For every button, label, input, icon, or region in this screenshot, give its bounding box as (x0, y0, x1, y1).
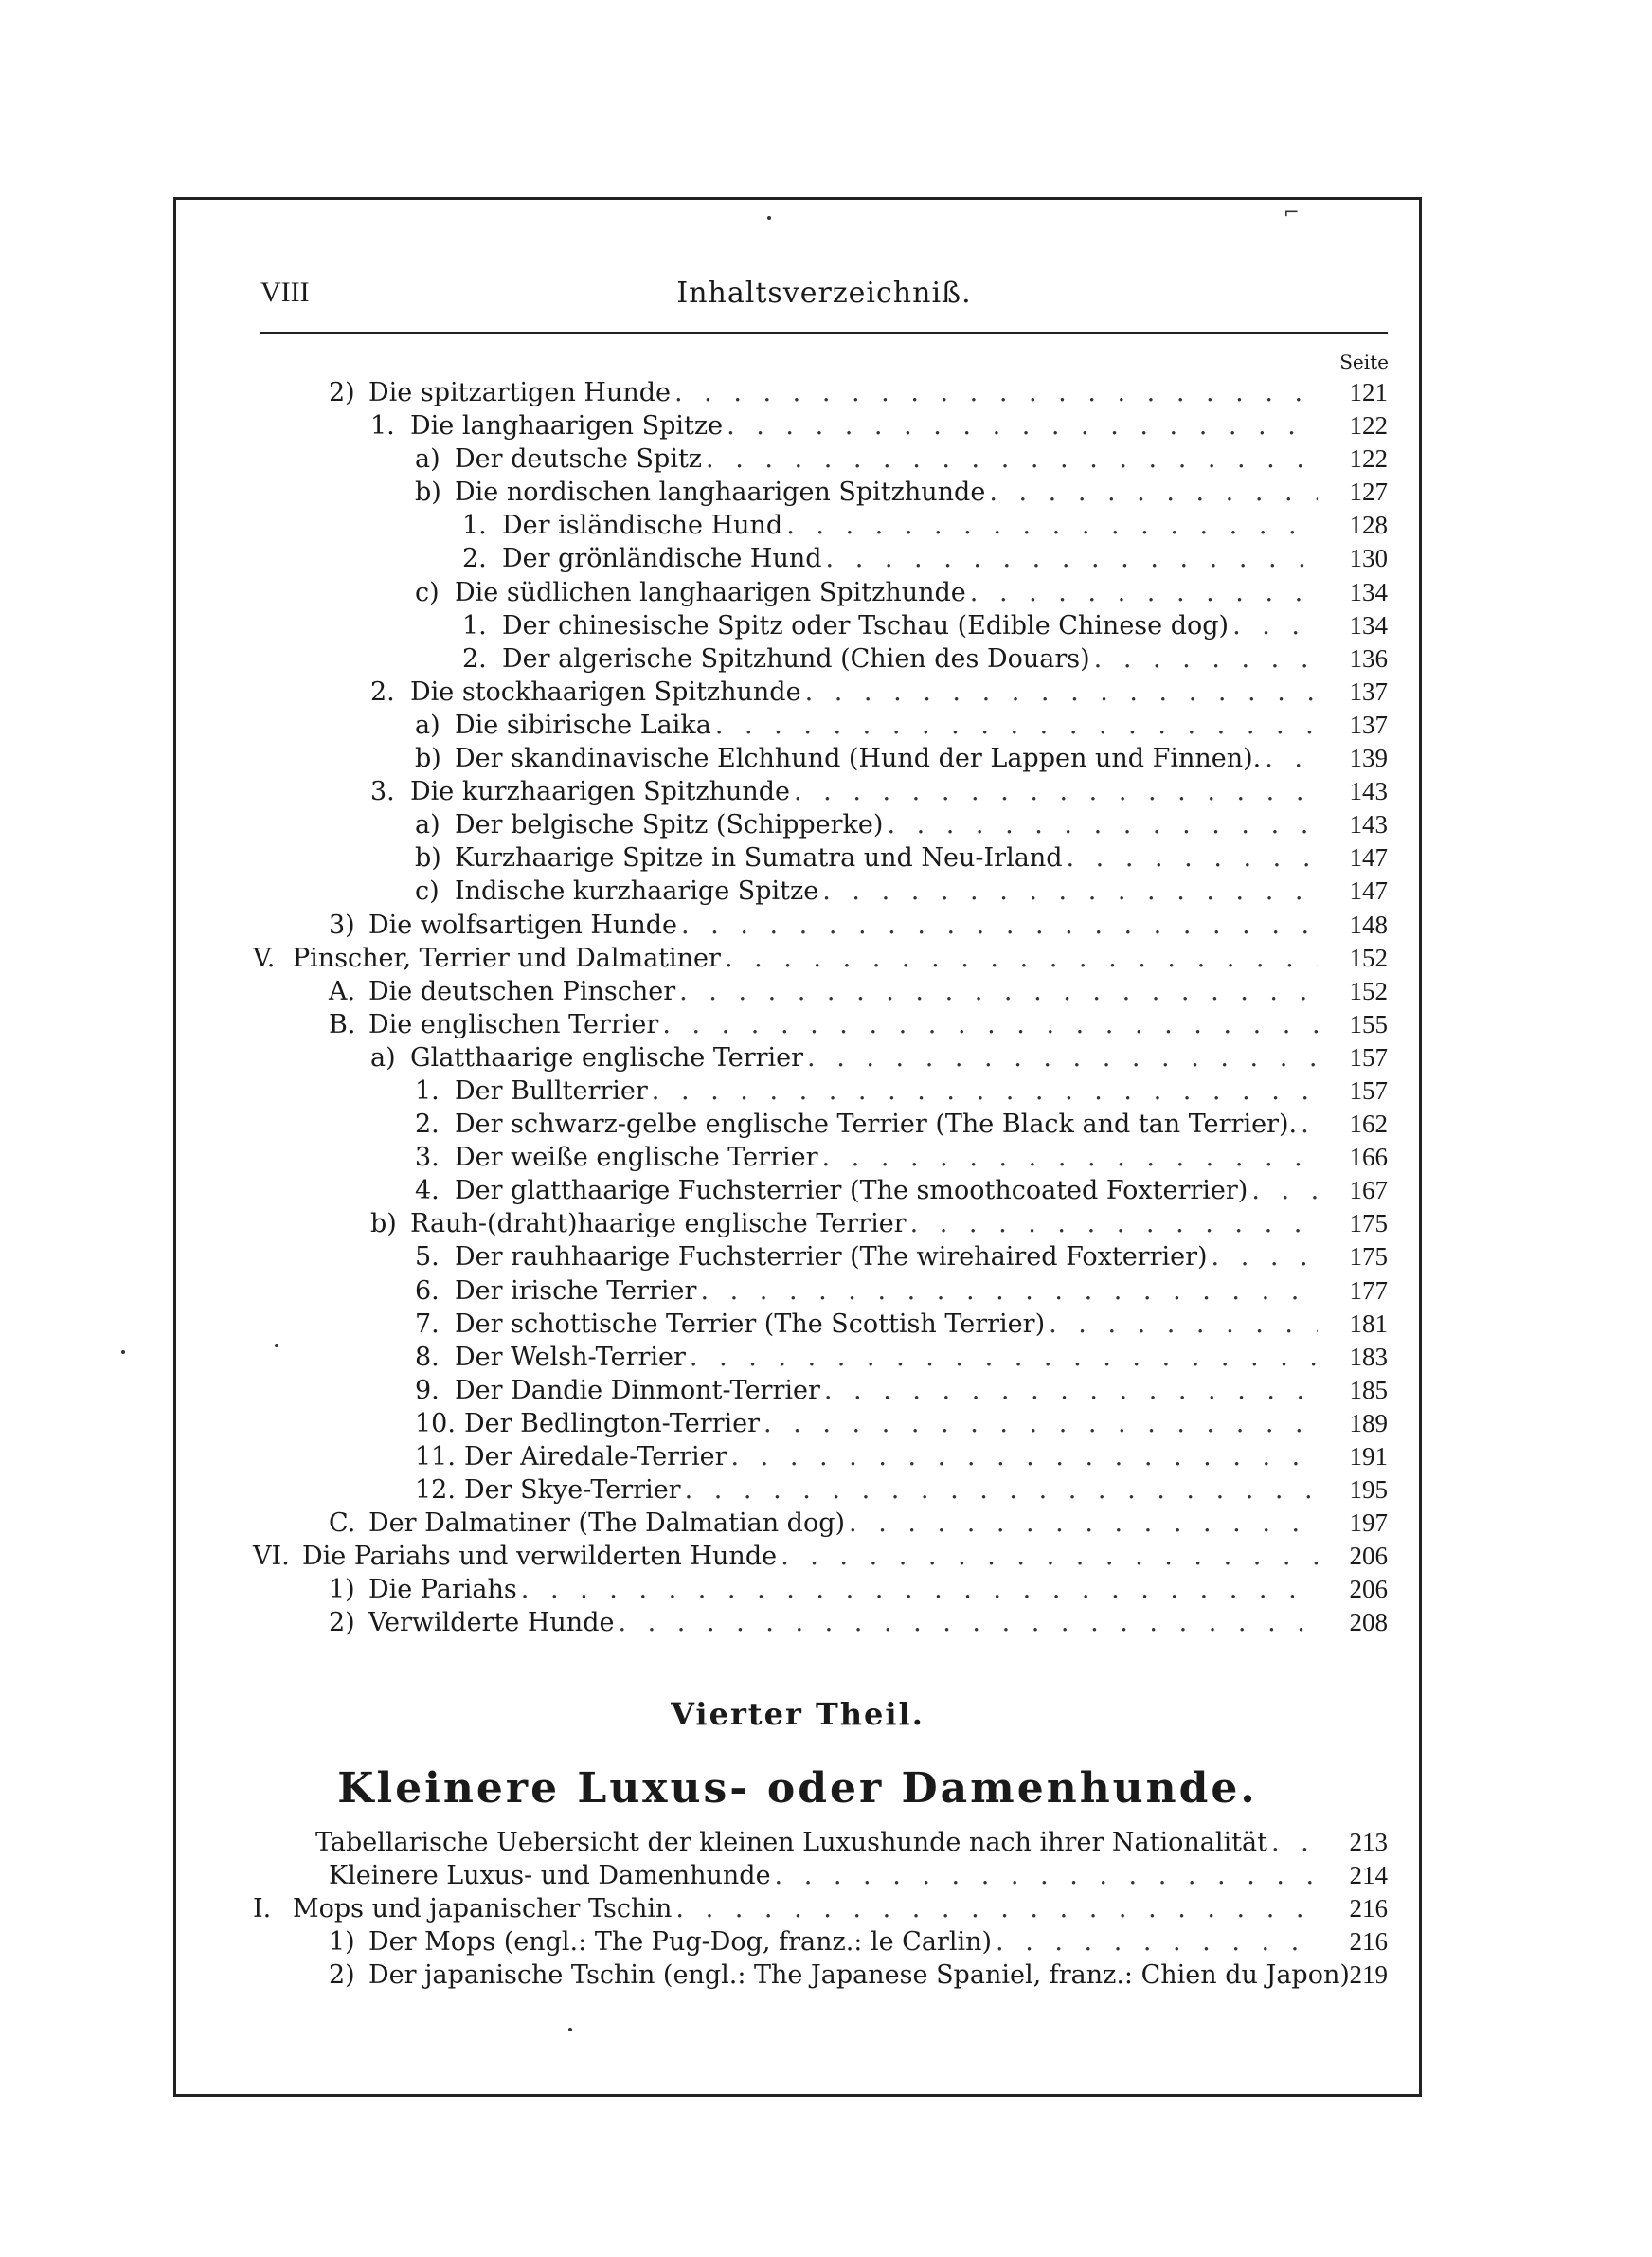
entry-number: 1) (329, 1575, 355, 1605)
entry-title: Glatthaarige englische Terrier (410, 1042, 804, 1073)
entry-title: Der Skye-Terrier (464, 1475, 681, 1506)
table-of-contents (253, 376, 1388, 1640)
toc-entry (260, 1859, 1388, 1892)
entry-title: Die stockhaarigen Spitzhunde (410, 677, 801, 707)
entry-number: 3. (370, 777, 395, 807)
entry-number: 8. (415, 1342, 440, 1372)
entry-number: 6. (415, 1275, 440, 1306)
toc-entry (260, 609, 1388, 642)
entry-title: Der skandinavische Elchhund (Hund der Lappen und Finnen). (455, 744, 1262, 774)
dot-leader (989, 476, 1318, 509)
dot-leader (731, 1440, 1318, 1473)
dot-leader (805, 676, 1318, 709)
toc-entry (260, 1573, 1388, 1606)
toc-entry (260, 542, 1388, 575)
entry-number: V. (253, 943, 276, 973)
entry-page: 177 (1349, 1275, 1388, 1305)
toc-entry (260, 841, 1388, 875)
entry-page: 155 (1349, 1009, 1388, 1038)
entry-title: Rauh-(draht)haarige englische Terrier (410, 1209, 907, 1239)
entry-number: 2) (329, 378, 355, 407)
entry-page: 183 (1349, 1342, 1388, 1371)
dot-leader (996, 1925, 1318, 1959)
entry-page: 128 (1349, 511, 1388, 540)
dot-leader (706, 442, 1318, 476)
toc-entry (260, 1826, 1388, 1859)
entry-title: Der deutsche Spitz (455, 444, 703, 475)
entry-page: 152 (1349, 943, 1388, 972)
entry-number: b) (415, 744, 441, 774)
dot-leader (700, 1274, 1318, 1308)
entry-title: Indische kurzhaarige Spitze (455, 876, 819, 907)
entry-title: Die südlichen langhaarigen Spitzhunde (455, 577, 966, 607)
dot-leader (970, 576, 1318, 609)
entry-page: 214 (1349, 1861, 1388, 1890)
toc-entry (253, 1892, 1388, 1925)
entry-title: Der Dalmatiner (The Dalmatian dog) (368, 1508, 846, 1539)
dot-leader (675, 1892, 1318, 1925)
dot-leader (690, 1341, 1318, 1374)
dot-leader (662, 1008, 1318, 1041)
dot-leader (822, 875, 1318, 908)
toc-entry (260, 1959, 1388, 1992)
entry-number: 4. (415, 1176, 440, 1206)
entry-number: 3. (415, 1143, 440, 1173)
dot-leader (727, 409, 1318, 442)
entry-title: Tabellarische Uebersicht der kleinen Luxushunde nach ihrer Nationalität (315, 1828, 1267, 1857)
entry-title: Der Mops (engl.: The Pug-Dog, franz.: le Carlin) (368, 1927, 993, 1958)
entry-title: Die kurzhaarigen Spitzhunde (410, 777, 791, 807)
entry-page: 162 (1349, 1110, 1388, 1139)
toc-entry (260, 1274, 1388, 1308)
entry-page: 147 (1349, 876, 1388, 906)
page-title: Inhaltsverzeichniß. (676, 277, 972, 310)
toc-entry (253, 1540, 1388, 1573)
entry-page: 137 (1349, 710, 1388, 739)
entry-title: Der grönländische Hund (502, 544, 822, 574)
entry-number: C. (329, 1508, 356, 1539)
entry-title: Der belgische Spitz (Schipperke) (455, 810, 884, 840)
toc-entry (260, 909, 1388, 942)
dot-leader (763, 1407, 1318, 1440)
entry-page: 136 (1349, 643, 1388, 673)
toc-entry (260, 1440, 1388, 1473)
dot-leader (910, 1207, 1318, 1240)
toc-entry (260, 1141, 1388, 1174)
toc-entry (260, 1008, 1388, 1041)
dot-leader (794, 775, 1318, 808)
dot-leader (775, 1859, 1318, 1892)
entry-number: 2) (329, 1608, 355, 1638)
print-mark: ⌐ (1284, 201, 1300, 224)
toc-entry (260, 442, 1388, 476)
dot-leader (849, 1507, 1318, 1540)
dot-leader (826, 542, 1318, 575)
entry-page: 195 (1349, 1475, 1388, 1505)
entry-number: a) (370, 1042, 396, 1073)
entry-number: 12. (415, 1475, 456, 1506)
entry-title: Die langhaarigen Spitze (410, 411, 724, 442)
entry-title: Der schottische Terrier (The Scottish Terrier) (455, 1309, 1046, 1339)
entry-title: Die wolfsartigen Hunde (368, 910, 678, 940)
entry-page: 197 (1349, 1508, 1388, 1538)
toc-entry (260, 1473, 1388, 1507)
dot-leader (685, 1473, 1318, 1507)
entry-page: 208 (1349, 1608, 1388, 1637)
entry-title: Die englischen Terrier (368, 1009, 659, 1039)
entry-number: 5. (415, 1242, 440, 1273)
toc-entry (260, 709, 1388, 742)
entry-number: 1. (462, 610, 487, 641)
entry-title: Kurzhaarige Spitze in Sumatra und Neu-Irland (455, 843, 1063, 874)
entry-page: 137 (1349, 677, 1388, 706)
print-speck (767, 216, 771, 220)
entry-title: Der japanische Tschin (engl.: The Japanese Spaniel, franz.: Chien du Japon) (368, 1960, 1350, 1991)
dot-leader (1049, 1308, 1318, 1341)
toc-entry (260, 742, 1388, 775)
entry-page: 147 (1349, 843, 1388, 873)
entry-title: Die sibirische Laika (455, 710, 711, 740)
entry-number: I. (253, 1894, 272, 1924)
entry-number: 1) (329, 1927, 355, 1958)
entry-title: Der Welsh-Terrier (455, 1342, 686, 1372)
header-rule (260, 332, 1388, 334)
dot-leader (715, 709, 1318, 742)
entry-page: 216 (1349, 1927, 1388, 1957)
entry-title: Der schwarz-gelbe englische Terrier (The Black and tan Terrier). (455, 1110, 1298, 1140)
entry-title: Pinscher, Terrier und Dalmatiner (293, 943, 721, 973)
entry-page: 122 (1349, 444, 1388, 474)
entry-title: Kleinere Luxus- und Damenhunde (329, 1861, 771, 1891)
toc-entry (260, 509, 1388, 542)
entry-number: c) (415, 876, 440, 907)
toc-entry (260, 1207, 1388, 1240)
entry-page: 134 (1349, 610, 1388, 640)
entry-number: 1. (415, 1075, 440, 1106)
toc-entry (260, 775, 1388, 808)
toc-entry (260, 1407, 1388, 1440)
toc-entry (260, 1174, 1388, 1207)
entry-title: Der isländische Hund (502, 511, 783, 541)
entry-title: Der algerische Spitzhund (Chien des Douars) (502, 643, 1090, 674)
entry-title: Der chinesische Spitz oder Tschau (Edible Chinese dog) (502, 610, 1230, 641)
entry-title: Der Bedlington-Terrier (464, 1408, 761, 1438)
entry-number: b) (370, 1209, 397, 1239)
entry-page: 157 (1349, 1075, 1388, 1105)
table-of-contents-part4 (253, 1826, 1388, 1992)
entry-number: 2. (370, 677, 395, 707)
entry-page: 127 (1349, 478, 1388, 507)
toc-entry (260, 808, 1388, 841)
toc-entry (260, 1074, 1388, 1108)
dot-leader (781, 1540, 1318, 1573)
toc-entry (260, 1108, 1388, 1141)
toc-entry (260, 376, 1388, 409)
dot-leader (807, 1041, 1318, 1074)
entry-page: 167 (1349, 1176, 1388, 1205)
dot-leader (681, 909, 1318, 942)
entry-page: 143 (1349, 777, 1388, 806)
entry-page: 152 (1349, 976, 1388, 1005)
entry-title: Verwilderte Hunde (368, 1608, 615, 1638)
toc-entry (260, 1308, 1388, 1341)
dot-leader (1232, 609, 1318, 642)
entry-title: Die spitzartigen Hunde (368, 378, 672, 407)
entry-number: 9. (415, 1375, 440, 1405)
entry-number: b) (415, 478, 441, 508)
entry-title: Mops und japanischer Tschin (293, 1894, 673, 1924)
entry-page: 157 (1349, 1042, 1388, 1072)
page-number: VIII (260, 277, 310, 308)
entry-number: 10. (415, 1408, 456, 1438)
entry-title: Die deutschen Pinscher (368, 976, 676, 1006)
toc-entry (260, 1341, 1388, 1374)
toc-entry (253, 942, 1388, 975)
toc-entry (260, 1606, 1388, 1639)
toc-entry (260, 576, 1388, 609)
dot-leader (679, 975, 1318, 1008)
dot-leader (652, 1074, 1318, 1108)
entry-number: 1. (370, 411, 395, 442)
entry-page: 206 (1349, 1575, 1388, 1604)
toc-entry (260, 476, 1388, 509)
print-speck (121, 1350, 125, 1354)
entry-title: Der Bullterrier (455, 1075, 648, 1106)
toc-entry (260, 1925, 1388, 1959)
dot-leader (725, 942, 1318, 975)
entry-page: 148 (1349, 910, 1388, 939)
entry-page: 166 (1349, 1143, 1388, 1172)
dot-leader (1094, 642, 1318, 676)
print-speck (568, 2028, 572, 2031)
column-label: Seite (1339, 351, 1389, 373)
entry-number: 2. (462, 544, 487, 574)
dot-leader (822, 1141, 1318, 1174)
entry-number: c) (415, 577, 440, 607)
entry-page: 175 (1349, 1242, 1388, 1272)
entry-number: 2) (329, 1960, 355, 1991)
entry-number: a) (415, 810, 440, 840)
entry-page: 213 (1349, 1828, 1388, 1856)
toc-entry (260, 1240, 1388, 1273)
dot-leader (674, 376, 1318, 409)
entry-number: A. (329, 976, 356, 1006)
entry-page: 191 (1349, 1442, 1388, 1471)
entry-title: Der Airedale-Terrier (464, 1442, 727, 1472)
entry-title: Der glatthaarige Fuchsterrier (The smoothcoated Foxterrier) (455, 1176, 1248, 1206)
dot-leader (1212, 1240, 1318, 1273)
dot-leader (1067, 841, 1319, 875)
entry-title: Die nordischen langhaarigen Spitzhunde (455, 478, 986, 508)
part-title: Vierter Theil. (671, 1696, 925, 1732)
entry-number: VI. (253, 1542, 290, 1572)
running-header (260, 277, 1388, 315)
entry-page: 219 (1349, 1960, 1388, 1990)
entry-number: 11. (415, 1442, 456, 1472)
entry-page: 139 (1349, 744, 1388, 773)
dot-leader (618, 1606, 1318, 1639)
entry-number: a) (415, 444, 440, 475)
dot-leader (1265, 742, 1318, 775)
entry-title: Der weiße englische Terrier (455, 1143, 818, 1173)
entry-title: Der rauhhaarige Fuchsterrier (The wirehaired Foxterrier) (455, 1242, 1208, 1273)
entry-page: 175 (1349, 1209, 1388, 1238)
entry-title: Der irische Terrier (455, 1275, 697, 1306)
toc-entry (260, 875, 1388, 908)
dot-leader (1251, 1174, 1318, 1207)
entry-page: 206 (1349, 1542, 1388, 1571)
entry-number: b) (415, 843, 441, 874)
entry-number: B. (329, 1009, 356, 1039)
toc-entry (260, 642, 1388, 676)
entry-page: 121 (1349, 378, 1388, 406)
entry-page: 216 (1349, 1894, 1388, 1923)
dot-leader (1301, 1108, 1318, 1141)
entry-number: 1. (462, 511, 487, 541)
entry-number: 7. (415, 1309, 440, 1339)
entry-title: Die Pariahs und verwilderten Hunde (302, 1542, 778, 1572)
entry-title: Der Dandie Dinmont-Terrier (455, 1375, 820, 1405)
entry-page: 143 (1349, 810, 1388, 840)
entry-page: 122 (1349, 411, 1388, 441)
entry-number: 2. (462, 643, 487, 674)
entry-number: a) (415, 710, 440, 740)
entry-page: 185 (1349, 1375, 1388, 1404)
toc-entry (260, 1507, 1388, 1540)
toc-entry (260, 1041, 1388, 1074)
toc-entry (260, 975, 1388, 1008)
section-heading: Kleinere Luxus- oder Damenhunde. (337, 1764, 1258, 1813)
dot-leader (521, 1573, 1318, 1606)
entry-page: 189 (1349, 1408, 1388, 1437)
entry-page: 181 (1349, 1309, 1388, 1338)
entry-page: 134 (1349, 577, 1388, 606)
entry-page: 130 (1349, 544, 1388, 573)
toc-entry (260, 1374, 1388, 1407)
dot-leader (824, 1374, 1318, 1407)
toc-entry (260, 409, 1388, 442)
entry-number: 3) (329, 910, 355, 940)
entry-number: 2. (415, 1110, 440, 1140)
dot-leader (887, 808, 1318, 841)
dot-leader (786, 509, 1318, 542)
toc-entry (260, 676, 1388, 709)
entry-title: Die Pariahs (368, 1575, 517, 1605)
dot-leader (1271, 1826, 1318, 1859)
